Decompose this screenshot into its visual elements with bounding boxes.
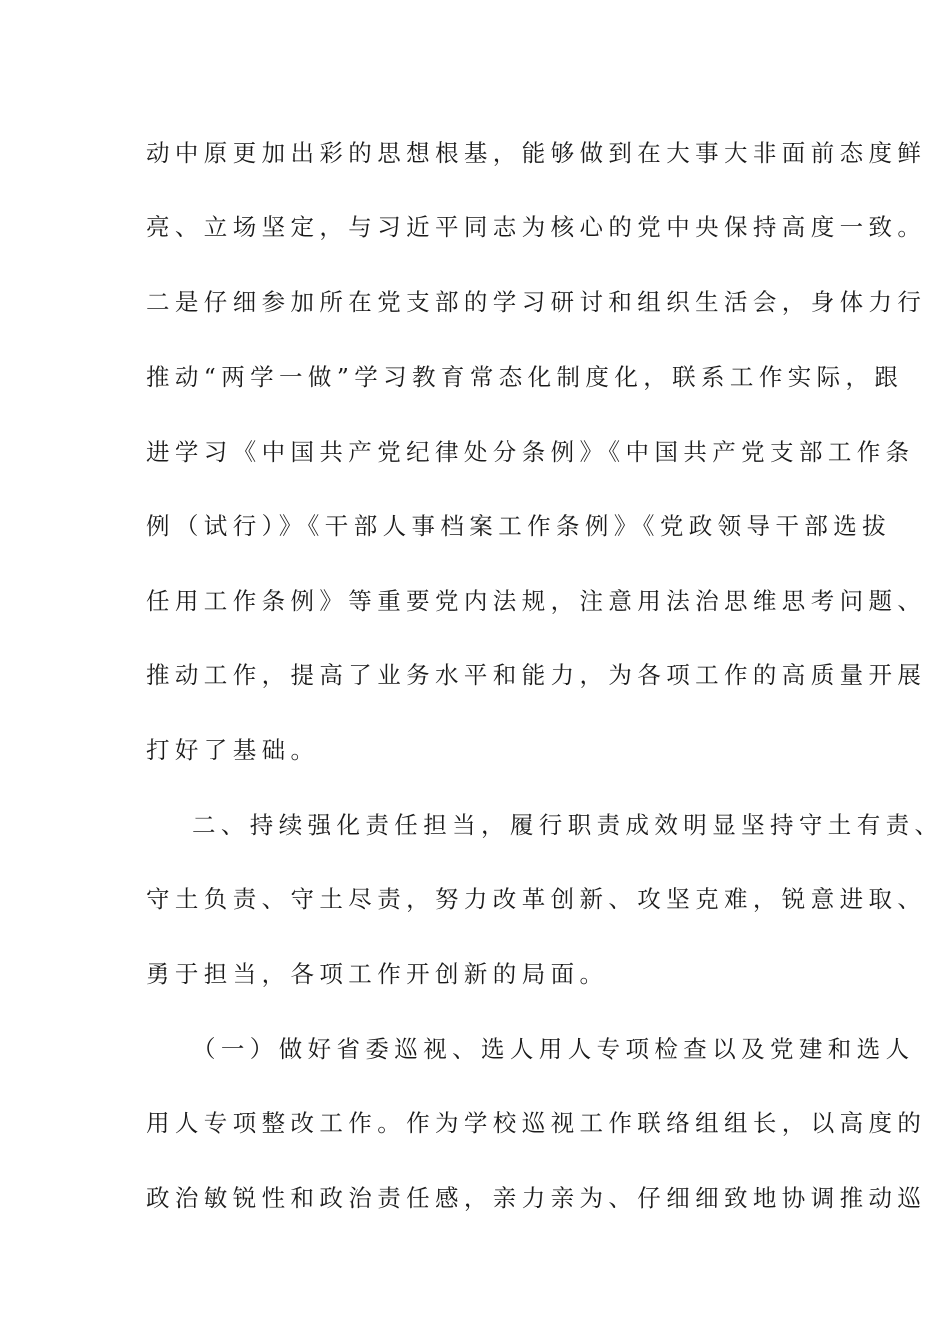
text-line: 任用工作条例》等重要党内法规，注意用法治思维思考问题、 <box>146 587 927 615</box>
section-heading-line: 二、持续强化责任担当，履行职责成效明显坚持守土有责、 <box>192 811 944 839</box>
text-line: 二是仔细参加所在党支部的学习研讨和组织生活会，身体力行 <box>146 288 927 316</box>
text-line: 打好了基础。 <box>146 736 320 764</box>
text-line: 守土负责、守土尽责，努力改革创新、攻坚克难，锐意进取、 <box>146 885 927 913</box>
text-line: 推动工作，提高了业务水平和能力，为各项工作的高质量开展 <box>146 661 927 689</box>
text-line: 进学习《中国共产党纪律处分条例》《中国共产党支部工作条 <box>146 438 915 466</box>
text-line: 动中原更加出彩的思想根基，能够做到在大事大非面前态度鲜 <box>146 139 927 167</box>
text-line: 亮、立场坚定，与习近平同志为核心的党中央保持高度一致。 <box>146 213 927 241</box>
text-line: 政治敏锐性和政治责任感，亲力亲为、仔细细致地协调推动巡 <box>146 1184 927 1212</box>
subsection-heading-line: （一）做好省委巡视、选人用人专项检查以及党建和选人 <box>192 1035 915 1063</box>
text-line: 例（试行）》《干部人事档案工作条例》《党政领导干部选拔 <box>146 512 892 540</box>
text-line: 推动“两学一做”学习教育常态化制度化，联系工作实际，跟 <box>146 363 904 391</box>
text-line: 勇于担当，各项工作开创新的局面。 <box>146 960 609 988</box>
text-line: 用人专项整改工作。作为学校巡视工作联络组组长，以高度的 <box>146 1109 927 1137</box>
